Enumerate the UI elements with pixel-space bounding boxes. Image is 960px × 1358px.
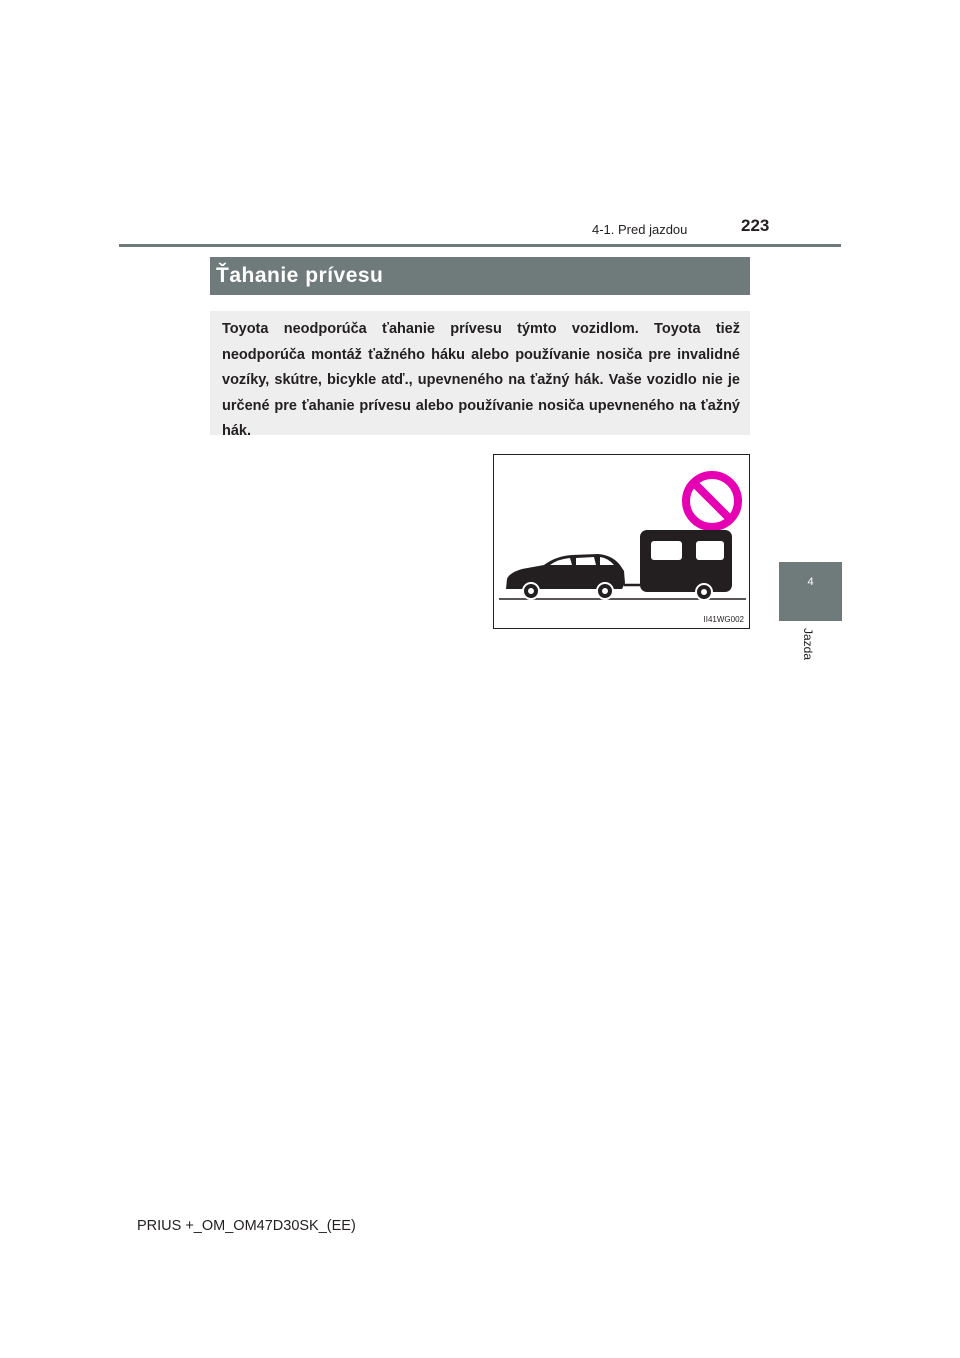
- page-number: 223: [741, 216, 770, 235]
- page-title-text: Ťahanie prívesu: [216, 264, 384, 287]
- chapter-number: 4: [807, 576, 814, 588]
- section-label: 4-1. Pred jazdou: [592, 222, 688, 237]
- towing-illustration: [493, 454, 750, 629]
- prohibition-icon: [686, 475, 738, 527]
- car-silhouette: [506, 554, 625, 599]
- chapter-title: Jazda: [801, 628, 815, 661]
- chapter-tab: [779, 562, 842, 621]
- intro-text: Toyota neodporúča ťahanie prívesu týmto vozidlom. Toyota tiež neodporúča montáž ťažného háku alebo používanie nosiča pre invalidné vozíky, skútre, bicykle atď., upevneného na ťažný hák. Vaše vozidlo nie je určené pre ťahanie prívesu alebo používanie nosiča upevneného na ťažný hák.: [222, 321, 740, 439]
- figure-code: II41WG002: [703, 615, 744, 624]
- document-id: PRIUS +_OM_OM47D30SK_(EE): [137, 1218, 356, 1234]
- trailer-silhouette: [640, 530, 732, 600]
- car-towing-trailer-illustration: [494, 455, 749, 628]
- page-title: [210, 257, 750, 295]
- intro-box: [210, 311, 750, 439]
- header-rule: [119, 244, 841, 247]
